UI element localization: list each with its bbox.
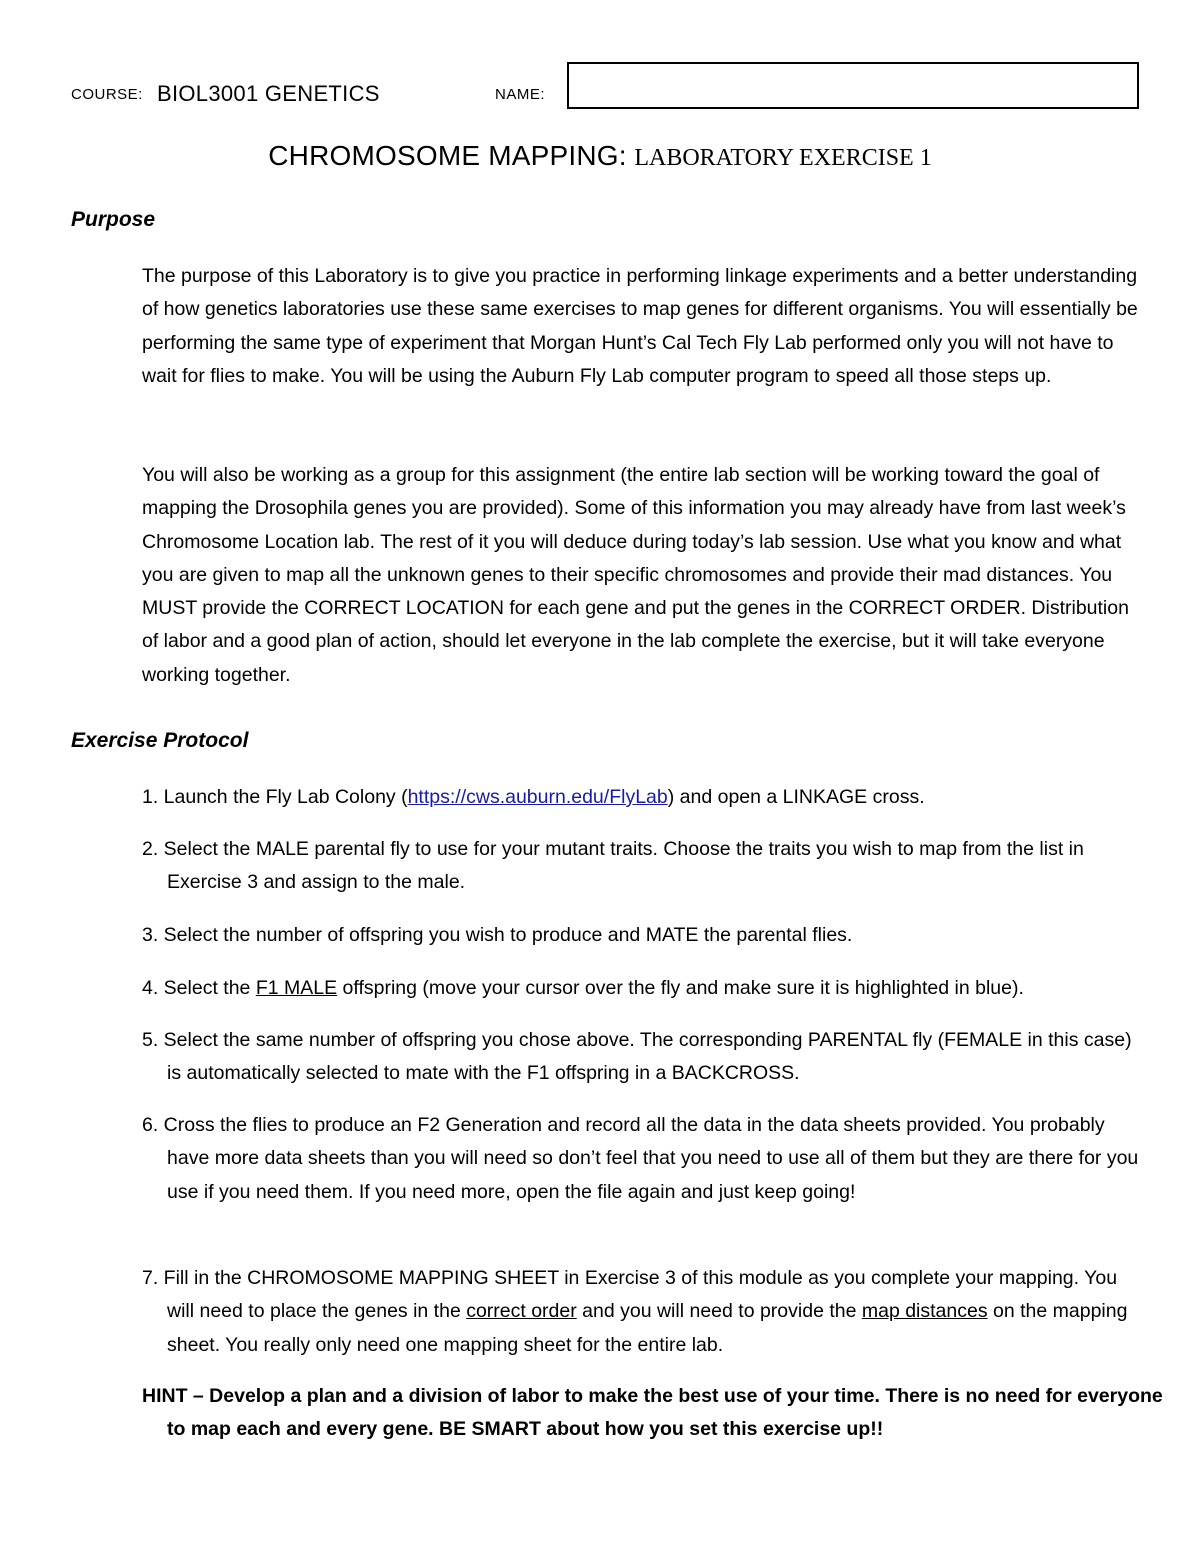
- step-4-text-after: offspring (move your cursor over the fly and make sure it is highlighted in blue).: [337, 977, 1024, 999]
- course-value: BIOL3001 GENETICS: [157, 81, 380, 106]
- page-title: [0, 140, 1200, 172]
- step-7-underlined-2: map distances: [861, 1300, 988, 1323]
- purpose-paragraph-1-text: The purpose of this Laboratory is to give you practice in performing linkage experiments and a better understanding of how genetics laboratories use these same exercises to map genes for different organisms. You will essentially be performing the same type of experiment that Morgan Hunt’s Cal Tech Fly Lab performed only you will not have to wait for flies to make. You will be using the Auburn Fly Lab computer program to speed all those steps up.: [142, 265, 1138, 387]
- protocol-step-5: [142, 1024, 1142, 1091]
- step-1: [142, 781, 1142, 814]
- title-separator: :: [618, 140, 635, 171]
- protocol-heading: Exercise Protocol: [71, 729, 249, 752]
- step-4: [142, 972, 1142, 1005]
- protocol-step-6: [142, 1109, 1142, 1209]
- step-1-text-after: ) and open a LINKAGE cross.: [667, 786, 925, 808]
- step-4-underlined: F1 MALE: [255, 977, 338, 999]
- step-1-text: 1. Launch the Fly Lab Colony (: [142, 786, 408, 808]
- hint-paragraph: HINT – Develop a plan and a division of labor to make the best use of your time. There is no need for everyone to map each and every gene. BE SMART about how you set this exercise up!!: [142, 1385, 1163, 1441]
- purpose-heading: Purpose: [71, 208, 156, 231]
- step-6: 6. Cross the flies to produce an F2 Generation and record all the data in the data sheets provided. You probably have more data sheets than you will need so don’t feel that you need to use all of them but they are there for you use if you need them. If you need more, open the file again and just keep going!: [142, 1114, 1139, 1203]
- name-field[interactable]: [567, 62, 1139, 109]
- purpose-paragraph-1: [142, 260, 1142, 393]
- step-5: 5. Select the same number of offspring you chose above. The corresponding PARENTAL fly (FEMALE in this case) is automatically selected to mate with the F1 offspring in a BACKCROSS.: [142, 1029, 1132, 1085]
- step-4-text: 4. Select the: [142, 977, 256, 999]
- title-main: CHROMOSOME MAPPING: [268, 140, 619, 171]
- step-7-text-middle: and you will need to provide the: [576, 1300, 862, 1323]
- course-label: COURSE:: [71, 86, 143, 103]
- step-7-text: 7. Fill in the CHROMOSOME MAPPING SHEET in Exercise 3 of this module as you complete your mapping. You will need to place the genes in the: [142, 1267, 1118, 1323]
- protocol-step-7: [142, 1262, 1142, 1362]
- protocol-step-2: [142, 833, 1142, 900]
- step-2: 2. Select the MALE parental fly to use for your mutant traits. Choose the traits you wish to map from the list in Exercise 3 and assign to the male.: [142, 838, 1084, 894]
- header-row: [71, 62, 1141, 112]
- step-7: [142, 1262, 1142, 1362]
- purpose-paragraph-2: [142, 459, 1142, 692]
- step-7-underlined-1: correct order: [466, 1300, 577, 1323]
- step-7-text-after: on the mapping sheet. You really only need one mapping sheet for the entire lab.: [167, 1300, 1128, 1356]
- protocol-step-1: [142, 781, 1142, 814]
- protocol-step-4: [142, 972, 1142, 1005]
- title-sub: LABORATORY EXERCISE 1: [634, 145, 932, 171]
- purpose-paragraph-2-text: You will also be working as a group for this assignment (the entire lab section will be working toward the goal of mapping the Drosophila genes you are provided). Some of this information you may already have from last week’s Chromosome Location lab. The rest of it you will deduce during today’s lab session. Use what you know and what you are given to map all the unknown genes to their specific chromosomes and provide their mad distances. You MUST provide the CORRECT LOCATION for each gene and put the genes in the CORRECT ORDER. Distribution of labor and a good plan of action, should let everyone in the lab complete the exercise, but it will take everyone working together.: [142, 464, 1129, 686]
- name-label: NAME:: [495, 86, 546, 103]
- step-3: 3. Select the number of offspring you wish to produce and MATE the parental flies.: [142, 924, 853, 946]
- flylab-link[interactable]: https://cws.auburn.edu/FlyLab: [407, 786, 668, 808]
- protocol-step-3: [142, 919, 1142, 952]
